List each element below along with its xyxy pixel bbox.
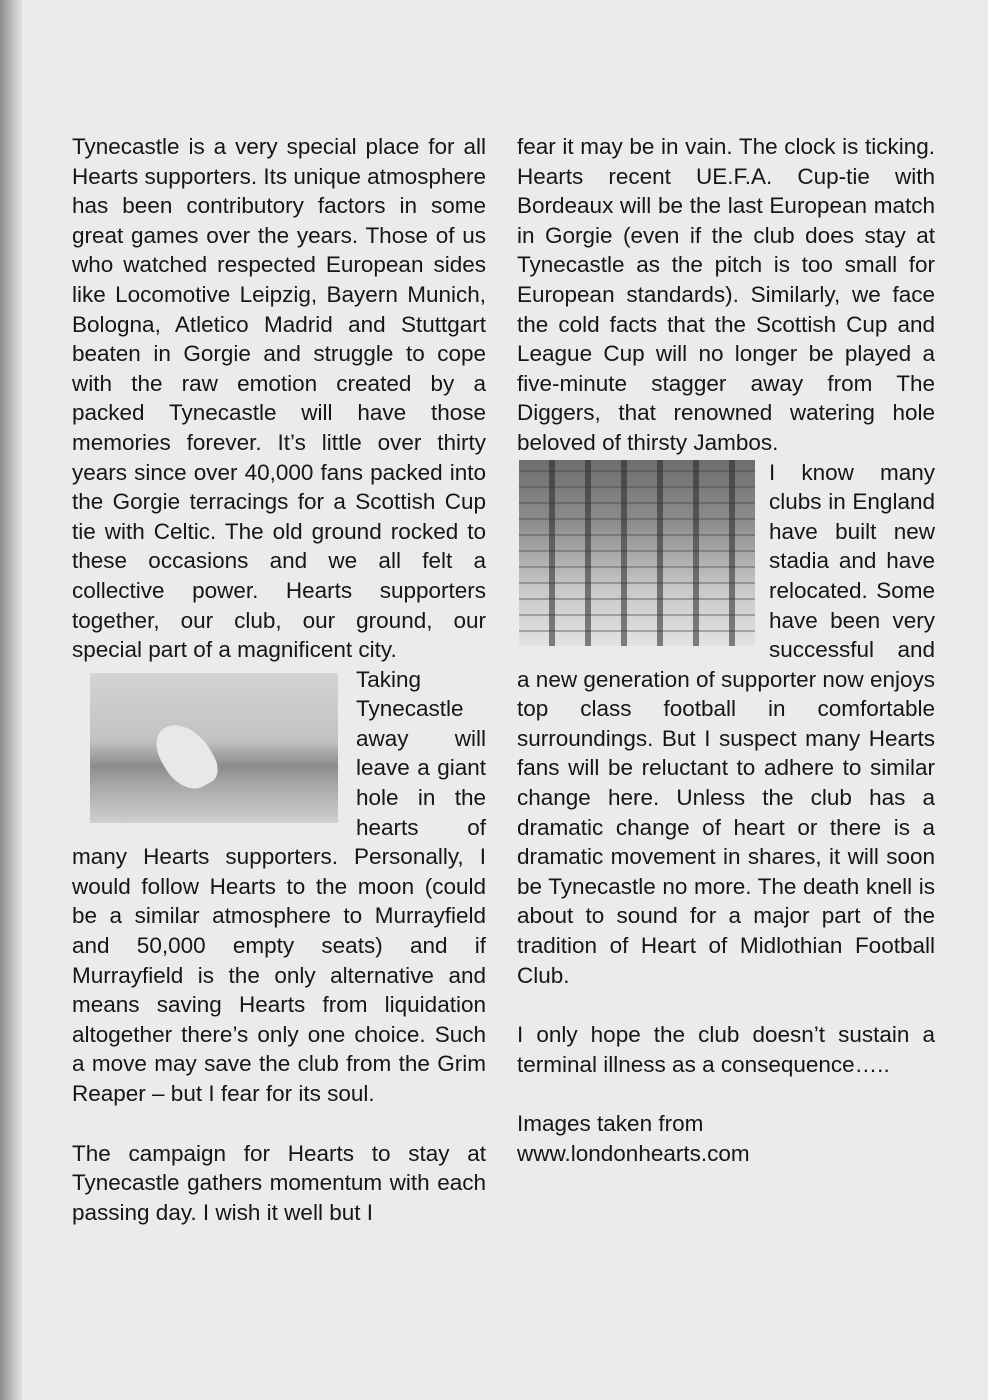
paragraph-taking-tynecastle-away: Taking Tynecastle away will leave a giant hole in the hearts of many Hearts supporters. Personally, I would follow Hearts to the moon (could be a similar atmosphere to Murrayfield and 50,000 empty seats) and if Murrayfield is the only alternative and means saving Hearts from liquidation altogether there’s only one choice. Such a move may save the club from the Grim Reaper – but I fear for its soul. — [72, 666, 486, 1106]
binding-spine — [0, 0, 22, 1400]
paragraph-gap — [517, 1079, 935, 1109]
stadium-interior-photo — [519, 460, 755, 646]
image-credit-label: Images taken from — [517, 1111, 704, 1137]
magazine-page — [22, 0, 988, 1400]
image-credit-url: www.londonhearts.com — [517, 1141, 750, 1166]
paragraph-gap — [72, 1109, 486, 1139]
right-column — [517, 132, 935, 1169]
paragraph-clubs-in-england: I know many clubs in England have built new stadia and have relocated. Some have been very successful and a new generation of supporter now enjoys top class football in comfortable surroundings. But I suspect many Hearts fans will be reluctant to adhere to similar change here. Unless the club has a dramatic change of heart or there is a dramatic movement in shares, it will soon be Tynecastle no more. The death knell is about to sound for a major part of the tradition of Heart of Midlothian Football Club. — [517, 459, 935, 988]
paragraph-terminal-illness: I only hope the club doesn’t sustain a terminal illness as a consequence….. — [517, 1022, 935, 1077]
paragraph-fear-in-vain: fear it may be in vain. The clock is ticking. Hearts recent UE.F.A. Cup-tie with Bordeaux will be the last European match in Gorgie (even if the club does stay at Tynecastle as the pitch is too small for European standards). Similarly, we face the cold facts that the Scottish Cup and League Cup will no longer be played a five-minute stagger away from The Diggers, that renowned watering hole beloved of thirsty Jambos. — [517, 134, 935, 455]
paragraph-campaign: The campaign for Hearts to stay at Tynecastle gathers momentum with each passing day. I wish it well but I — [72, 1140, 486, 1225]
paragraph-tynecastle-special: Tynecastle is a very special place for all Hearts supporters. Its unique atmosphere has been contributory factors in some great games over the years. Those of us who watched respected European sides like Locomotive Leipzig, Bayern Munich, Bologna, Atletico Madrid and Stuttgart beaten in Gorgie and struggle to cope with the raw emotion created by a packed Tynecastle will have those memories forever. It’s little over thirty years since over 40,000 fans packed into the Gorgie terracings for a Scottish Cup tie with Celtic. The old ground rocked to these occasions and we all felt a collective power. Hearts supporters together, our club, our ground, our special part of a magnificent city. — [72, 134, 486, 663]
left-column — [72, 132, 486, 1227]
paragraph-gap — [517, 990, 935, 1020]
match-action-photo — [90, 673, 338, 823]
